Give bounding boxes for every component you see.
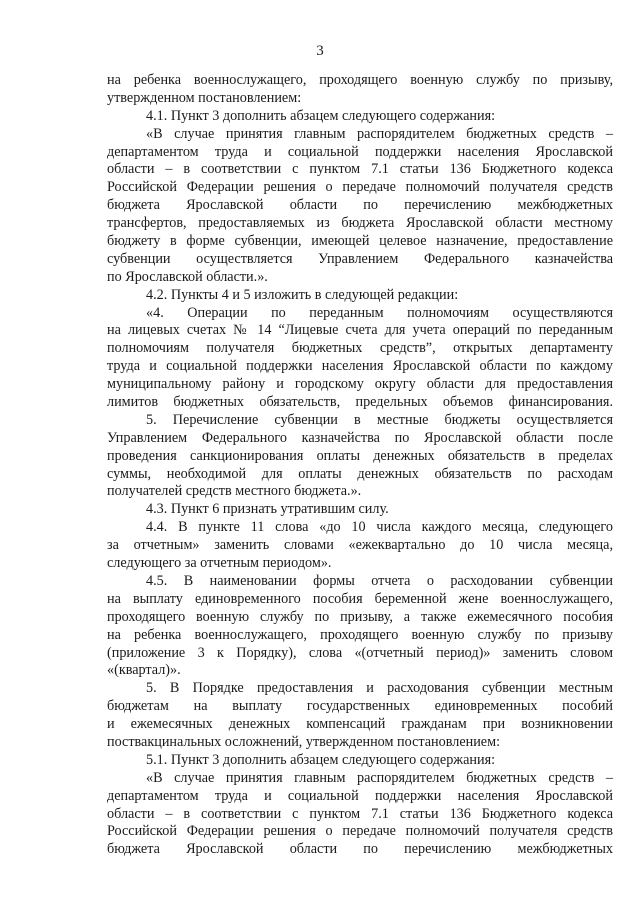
text-line: области – в соответствии с пунктом 7.1 статьи 136 Бюджетного кодекса	[107, 805, 613, 822]
text-line: бюджетам на выплату государственных единовременных пособий	[107, 698, 613, 715]
text-line: трансфертов, предоставляемых из бюджета Ярославской области местному	[107, 215, 613, 232]
text-line: «В случае принятия главным распорядителем бюджетных средств –	[146, 125, 613, 142]
text-line: 4.5. В наименовании формы отчета о расходовании субвенции	[146, 572, 613, 589]
text-line: следующего за отчетным периодом».	[107, 555, 332, 572]
text-line: по Ярославской области.».	[107, 268, 268, 285]
text-line: «В случае принятия главным распорядителем бюджетных средств –	[146, 769, 613, 786]
text-line: на ребенка военнослужащего, проходящего военную службу по призыву	[107, 626, 613, 643]
text-line: суммы, необходимой для оплаты денежных обязательств по расходам	[107, 465, 613, 482]
text-line: 4.3. Пункт 6 признать утратившим силу.	[146, 501, 389, 518]
text-line: 4.4. В пункте 11 слова «до 10 числа каждого месяца, следующего	[146, 519, 613, 536]
text-line: полномочиям получателя бюджетных средств”, открытых департаменту	[107, 340, 613, 357]
text-line: проходящего военную службу по призыву, а также ежемесячного пособия	[107, 608, 613, 625]
text-line: за отчетным» заменить словами «ежеквартально до 10 числа месяца,	[107, 537, 613, 554]
text-line: Российской Федерации решения о передаче полномочий получателя средств	[107, 823, 613, 840]
text-line: и ежемесячных денежных компенсаций гражданам при возникновении	[107, 716, 613, 733]
text-line: (приложение 3 к Порядку), слова «(отчетный период)» заменить словом	[107, 644, 613, 661]
text-line: на ребенка военнослужащего, проходящего военную службу по призыву,	[107, 72, 613, 88]
text-line: 4.2. Пункты 4 и 5 изложить в следующей редакции:	[146, 286, 459, 303]
text-line: утвержденном постановлением:	[107, 89, 302, 106]
page-number: 3	[316, 43, 324, 59]
text-line: лимитов бюджетных обязательств, предельных объемов финансирования.	[107, 394, 613, 411]
text-line: на выплату единовременного пособия беременной жене военнослужащего,	[107, 590, 613, 607]
text-line: 5. В Порядке предоставления и расходования субвенции местным	[146, 680, 613, 697]
text-line: 5. Перечисление субвенции в местные бюджеты осуществляется	[146, 411, 613, 428]
text-line: 4.1. Пункт 3 дополнить абзацем следующего содержания:	[146, 107, 496, 124]
text-line: Российской Федерации решения о передаче полномочий получателя средств	[107, 179, 613, 196]
text-line: «4. Операции по переданным полномочиям осуществляются	[146, 304, 613, 321]
text-line: бюджету в форме субвенции, имеющей целевое назначение, предоставление	[107, 233, 613, 250]
text-line: муниципальному району и городскому округу области для предоставления	[107, 376, 613, 393]
text-line: Управлением Федерального казначейства по Ярославской области после	[107, 429, 613, 446]
text-line: бюджета Ярославской области по перечислению межбюджетных	[107, 197, 613, 214]
text-line: труда и социальной поддержки населения Ярославской области по каждому	[107, 358, 613, 375]
text-line: «(квартал)».	[107, 662, 181, 679]
text-line: проведения санкционирования оплаты денежных обязательств в пределах	[107, 447, 613, 464]
text-line: поствакцинальных осложнений, утвержденном постановлением:	[107, 733, 501, 750]
text-line: на лицевых счетах № 14 “Лицевые счета для учета операций по переданным	[107, 322, 613, 339]
text-line: бюджета Ярославской области по перечислению межбюджетных	[107, 841, 613, 858]
text-line: области – в соответствии с пунктом 7.1 статьи 136 Бюджетного кодекса	[107, 161, 613, 178]
text-line: получателей средств местного бюджета.».	[107, 483, 362, 500]
text-line: 5.1. Пункт 3 дополнить абзацем следующего содержания:	[146, 751, 496, 768]
text-line: департаментом труда и социальной поддержки населения Ярославской	[107, 143, 613, 160]
text-line: департаментом труда и социальной поддержки населения Ярославской	[107, 787, 613, 804]
document-body	[107, 72, 613, 859]
text-line: субвенции осуществляется Управлением Федерального казначейства	[107, 250, 613, 267]
